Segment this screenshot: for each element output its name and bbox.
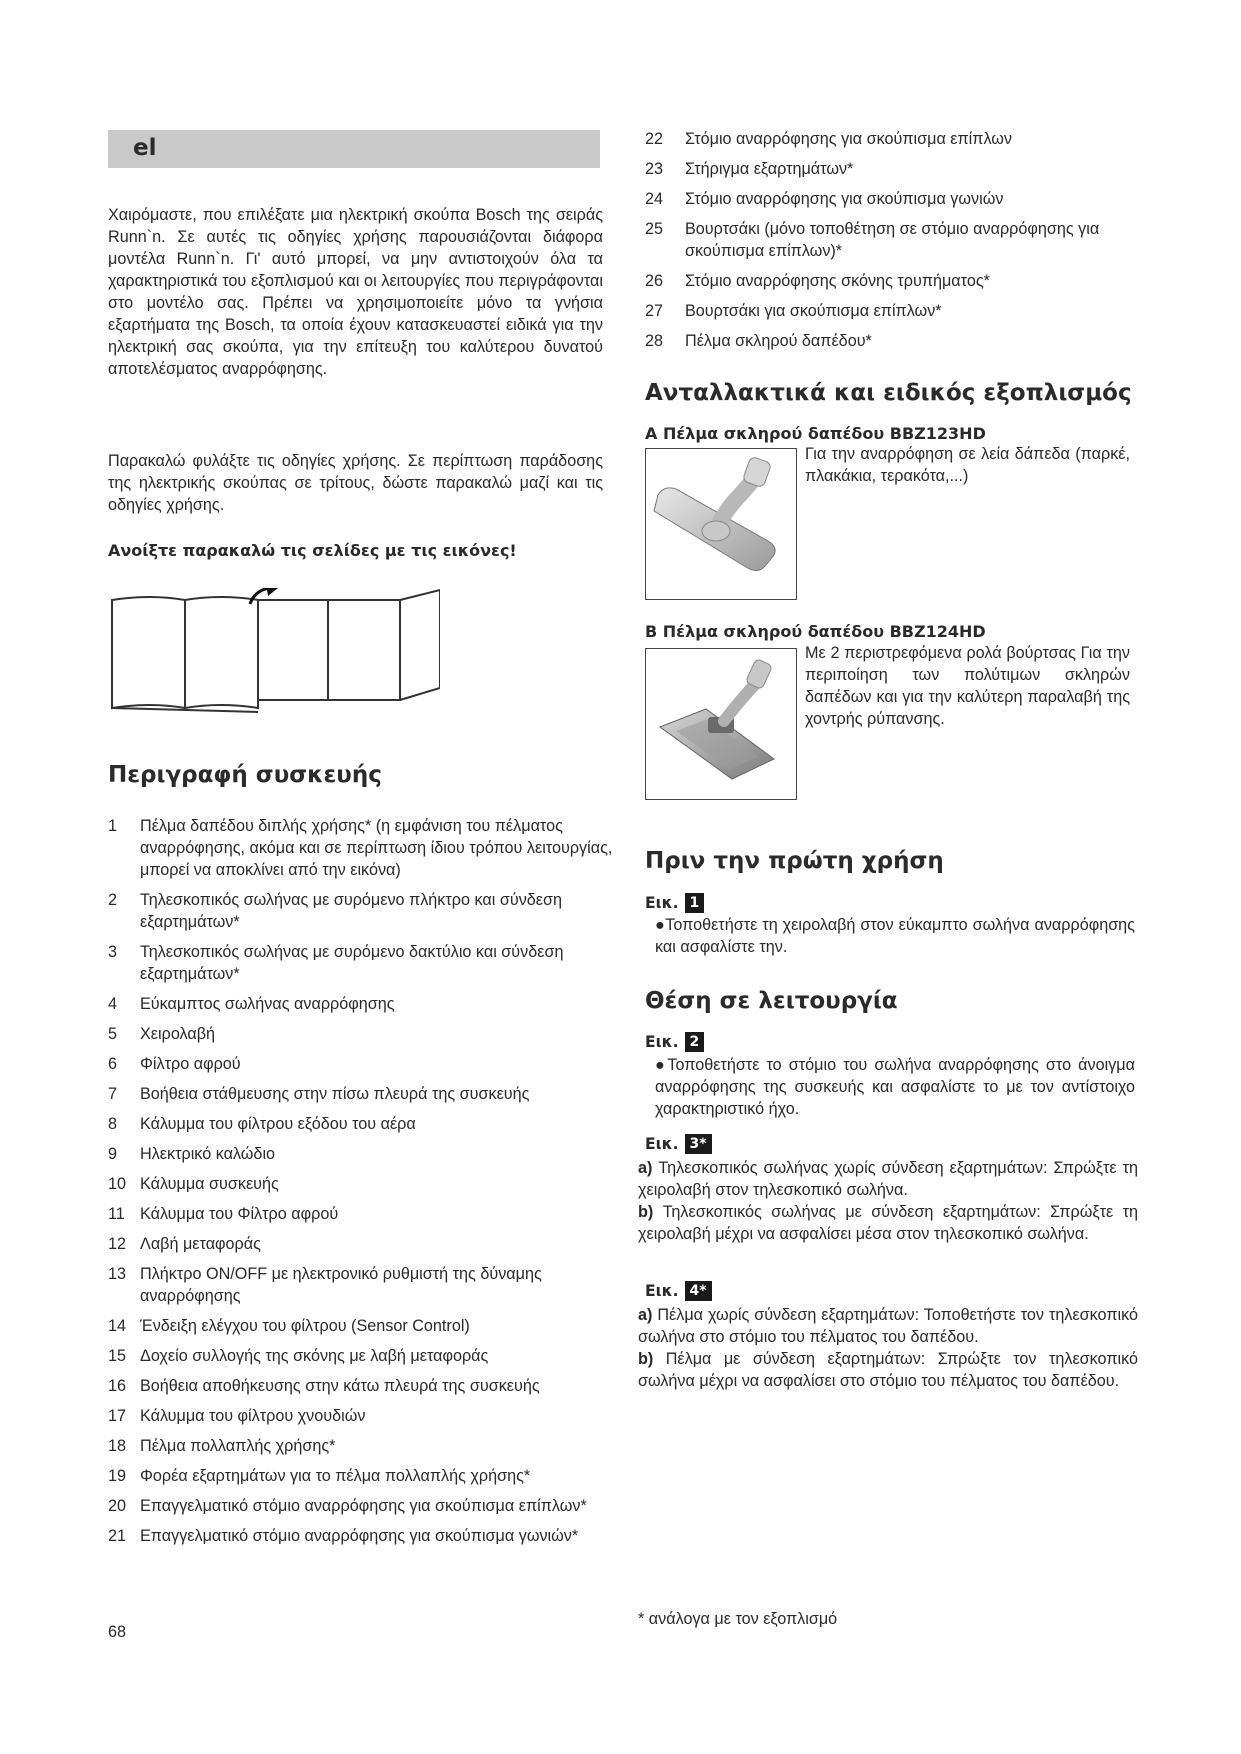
list-item: 22 Στόμιο αναρρόφησης για σκούπισμα επίπλων	[645, 130, 1013, 148]
figure-4-label: Εικ. 4*	[645, 1281, 712, 1301]
list-item: 9 Ηλεκτρικό καλώδιο	[108, 1145, 276, 1163]
figure-number-badge: 4*	[685, 1281, 712, 1301]
figure-1-label: Εικ. 1	[645, 893, 704, 913]
list-item: 20 Επαγγελματικό στόμιο αναρρόφησης για σκούπισμα επίπλων*	[108, 1497, 587, 1515]
list-item: 5 Χειρολαβή	[108, 1025, 216, 1043]
list-item: 28 Πέλμα σκληρού δαπέδου*	[645, 332, 872, 350]
language-code: el	[133, 135, 157, 161]
list-item: 3 Τηλεσκοπικός σωλήνας με συρόμενο δακτύλιο και σύνδεση εξαρτημάτων*	[108, 943, 564, 983]
list-item: 18 Πέλμα πολλαπλής χρήσης*	[108, 1437, 336, 1455]
list-item: 17 Κάλυμμα του φίλτρου χνουδιών	[108, 1407, 366, 1425]
step-insert-hose: ●Τοποθετήστε το στόμιο του σωλήνα αναρρόφησης στο άνοιγμα αναρρόφησης της συσκευής και ασφαλίστε το με τον αντίστοιχο χαρακτηριστικό ήχο.	[655, 1056, 1135, 1118]
list-item: 8 Κάλυμμα του φίλτρου εξόδου του αέρα	[108, 1115, 416, 1133]
equipment-footnote: * ανάλογα με τον εξοπλισμό	[638, 1610, 838, 1628]
list-item: 26 Στόμιο αναρρόφησης σκόνης τρυπήματος*	[645, 272, 990, 290]
hard-floor-nozzle-b-image	[645, 648, 797, 800]
intro-paragraph: Χαιρόμαστε, που επιλέξατε μια ηλεκτρική σκούπα Bosch της σειράς Runn`n. Σε αυτές τις οδηγίες χρήσης παρουσιάζονται διάφορα μοντέλα Runn`n. Γι' αυτό μπορεί, να μην αντιστοιχούν όλα τα χαρακτηριστικά του εξοπλισμού και οι λειτουργίες που περιγράφονται στο μοντέλο σας. Πρέπει να χρησιμοποιείτε μόνο τα γνήσια εξαρτήματα της Bosch, τα οποία έχουν κατασκευαστεί ειδικά για την ηλεκτρική σας σκούπα, για την επίτευξη του καλύτερου δυνατού αποτελέσματος αναρρόφησης.	[108, 206, 603, 378]
device-description-title: Περιγραφή συσκευής	[108, 762, 382, 788]
accessory-a-description: Για την αναρρόφηση σε λεία δάπεδα (παρκέ, πλακάκια, τερακότα,...)	[805, 445, 1130, 485]
page-number: 68	[108, 1623, 127, 1641]
open-pages-note: Ανοίξτε παρακαλώ τις σελίδες με τις εικόνες!	[108, 541, 517, 560]
list-item: 2 Τηλεσκοπικός σωλήνας με συρόμενο πλήκτρο και σύνδεση εξαρτημάτων*	[108, 891, 563, 931]
step-telescopic-tube: a) Τηλεσκοπικός σωλήνας χωρίς σύνδεση εξαρτημάτων: Σπρώξτε τη χειρολαβή στον τηλεσκοπικό σωλήνα. b) Τηλεσκοπικός σωλήνας με σύνδεση εξαρτημάτων: Σπρώξτε τη χειρολαβή μέχρι να ασφαλίσει μέσα στον τηλεσκοπικό σωλήνα.	[638, 1159, 1139, 1243]
list-item: 7 Βοήθεια στάθμευσης στην πίσω πλευρά της συσκευής	[108, 1085, 530, 1103]
list-item: 13 Πλήκτρο ON/OFF με ηλεκτρονικό ρυθμιστή της δύναμης αναρρόφησης	[108, 1265, 542, 1305]
list-item: 14 Ένδειξη ελέγχου του φίλτρου (Sensor Control)	[108, 1317, 470, 1335]
fold-out-pages-illustration	[110, 588, 440, 713]
list-item: 6 Φίλτρο αφρού	[108, 1055, 241, 1073]
list-item: 27 Βουρτσάκι για σκούπισμα επίπλων*	[645, 302, 942, 320]
list-item: 4 Εύκαμπτος σωλήνας αναρρόφησης	[108, 995, 395, 1013]
before-first-use-title: Πριν την πρώτη χρήση	[645, 848, 944, 874]
list-item: 25 Βουρτσάκι (μόνο τοποθέτηση σε στόμιο αναρρόφησης για σκούπισμα επίπλων)*	[645, 220, 1100, 260]
operation-title: Θέση σε λειτουργία	[645, 988, 898, 1014]
list-item: 15 Δοχείο συλλογής της σκόνης με λαβή μεταφοράς	[108, 1347, 489, 1365]
list-item: 11 Κάλυμμα του Φίλτρο αφρού	[108, 1205, 339, 1223]
spare-parts-title: Ανταλλακτικά και ειδικός εξοπλισμός	[645, 380, 1132, 406]
step-floor-nozzle: a) Πέλμα χωρίς σύνδεση εξαρτημάτων: Τοποθετήστε τον τηλεσκοπικό σωλήνα στο στόμιο του πέλματος του δαπέδου. b) Πέλμα με σύνδεση εξαρτημάτων: Σπρώξτε τον τηλεσκοπικό σωλήνα μέχρι να ασφαλίσει στο στόμιο του πέλματος του δαπέδου.	[638, 1306, 1138, 1390]
figure-3-label: Εικ. 3*	[645, 1134, 712, 1154]
list-item: 10 Κάλυμμα συσκευής	[108, 1175, 279, 1193]
language-header-bar	[108, 130, 600, 168]
list-item: 12 Λαβή μεταφοράς	[108, 1235, 261, 1253]
list-item: 21 Επαγγελματικό στόμιο αναρρόφησης για σκούπισμα γωνιών*	[108, 1527, 579, 1545]
keep-instructions-paragraph: Παρακαλώ φυλάξτε τις οδηγίες χρήσης. Σε περίπτωση παράδοσης της ηλεκτρικής σκούπας σε τρίτους, δώστε παρακαλώ μαζί και τις οδηγίες χρήσης.	[108, 452, 603, 514]
accessory-a-title: A Πέλμα σκληρού δαπέδου BBZ123HD	[645, 424, 986, 443]
parts-list-left	[108, 815, 613, 1555]
accessory-b-description: Με 2 περιστρεφόμενα ρολά βούρτσας Για την περιποίηση των πολύτιμων σκληρών δαπέδων και για την καλύτερη παραλαβή της χοντρής ρύπανσης.	[805, 644, 1130, 728]
list-item: 1 Πέλμα δαπέδου διπλής χρήσης* (η εμφάνιση του πέλματος αναρρόφησης, ακόμα και σε περίπτωση ίδιου τρόπου λειτουργίας, μπορεί να αποκλίνει από την εικόνα)	[108, 817, 613, 879]
figure-number-badge: 3*	[685, 1134, 712, 1154]
accessory-b-title: B Πέλμα σκληρού δαπέδου BBZ124HD	[645, 622, 986, 641]
figure-2-label: Εικ. 2	[645, 1032, 704, 1052]
list-item: 23 Στήριγμα εξαρτημάτων*	[645, 160, 854, 178]
hard-floor-nozzle-a-image	[645, 448, 797, 600]
list-item: 19 Φορέα εξαρτημάτων για το πέλμα πολλαπλής χρήσης*	[108, 1467, 531, 1485]
figure-number-badge: 1	[685, 893, 705, 913]
parts-list-right	[645, 128, 1150, 360]
figure-number-badge: 2	[685, 1032, 705, 1052]
list-item: 16 Βοήθεια αποθήκευσης στην κάτω πλευρά της συσκευής	[108, 1377, 540, 1395]
step-attach-handle: ●Τοποθετήστε τη χειρολαβή στον εύκαμπτο σωλήνα αναρρόφησης και ασφαλίστε την.	[655, 916, 1135, 956]
list-item: 24 Στόμιο αναρρόφησης για σκούπισμα γωνιών	[645, 190, 1004, 208]
